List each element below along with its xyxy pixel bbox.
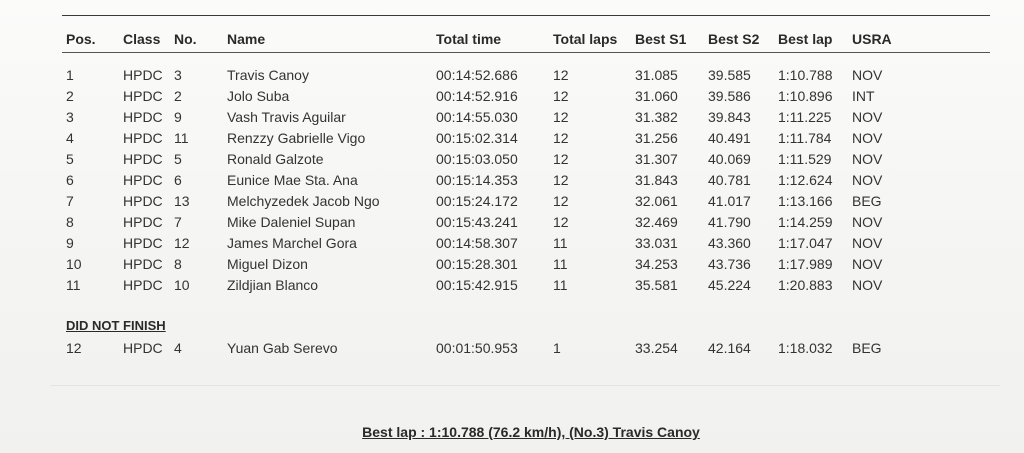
cell-pos: 2	[66, 88, 74, 104]
top-rule	[62, 15, 990, 16]
cell-best-lap: 1:11.784	[778, 130, 832, 146]
cell-class: HPDC	[123, 235, 163, 251]
cell-no: 9	[174, 109, 182, 125]
cell-total-time: 00:14:52.916	[436, 88, 518, 104]
cell-usra: NOV	[852, 130, 883, 146]
cell-name: Travis Canoy	[227, 67, 309, 83]
cell-name: Ronald Galzote	[227, 151, 324, 167]
cell-best-s2: 42.164	[708, 340, 751, 356]
cell-best-s2: 40.781	[708, 172, 751, 188]
cell-class: HPDC	[123, 193, 163, 209]
cell-pos: 12	[66, 340, 82, 356]
cell-best-s2: 41.017	[708, 193, 751, 209]
header-best-s2: Best S2	[708, 31, 760, 47]
cell-best-s2: 43.736	[708, 256, 751, 272]
table-row	[0, 235, 1024, 256]
cell-no: 11	[174, 130, 189, 146]
cell-usra: NOV	[852, 67, 883, 83]
cell-best-lap: 1:11.225	[778, 109, 832, 125]
cell-usra: NOV	[852, 109, 883, 125]
cell-no: 10	[174, 277, 190, 293]
cell-usra: BEG	[852, 193, 882, 209]
cell-total-laps: 12	[553, 130, 569, 146]
header-class: Class	[123, 31, 161, 47]
cell-best-s1: 31.307	[635, 151, 678, 167]
cell-total-laps: 11	[553, 277, 568, 293]
header-no: No.	[174, 31, 197, 47]
table-header	[0, 31, 1024, 51]
table-row	[0, 214, 1024, 235]
dnf-section-title: DID NOT FINISH	[66, 318, 166, 333]
cell-class: HPDC	[123, 277, 163, 293]
cell-usra: INT	[852, 88, 875, 104]
cell-usra: NOV	[852, 256, 883, 272]
cell-pos: 6	[66, 172, 74, 188]
cell-best-s2: 45.224	[708, 277, 751, 293]
cell-name: Miguel Dizon	[227, 256, 308, 272]
cell-best-s1: 34.253	[635, 256, 678, 272]
cell-total-laps: 12	[553, 88, 569, 104]
cell-total-time: 00:14:58.307	[436, 235, 518, 251]
header-best-lap: Best lap	[778, 31, 833, 47]
cell-best-s2: 39.843	[708, 109, 751, 125]
table-row	[0, 109, 1024, 130]
cell-class: HPDC	[123, 214, 163, 230]
cell-best-s1: 35.581	[635, 277, 678, 293]
header-rule	[62, 52, 990, 53]
cell-best-lap: 1:13.166	[778, 193, 833, 209]
cell-class: HPDC	[123, 151, 163, 167]
table-row	[0, 277, 1024, 298]
cell-class: HPDC	[123, 67, 163, 83]
cell-best-lap: 1:17.047	[778, 235, 833, 251]
cell-total-time: 00:15:42.915	[436, 277, 518, 293]
cell-total-time: 00:15:43.241	[436, 214, 518, 230]
cell-no: 13	[174, 193, 190, 209]
cell-best-s2: 39.585	[708, 67, 751, 83]
cell-no: 12	[174, 235, 190, 251]
cell-best-lap: 1:14.259	[778, 214, 833, 230]
scan-artifact-line	[50, 385, 1000, 386]
header-name: Name	[227, 31, 266, 47]
table-row	[0, 193, 1024, 214]
cell-best-lap: 1:18.032	[778, 340, 833, 356]
cell-pos: 7	[66, 193, 74, 209]
cell-best-s1: 32.469	[635, 214, 678, 230]
cell-total-laps: 12	[553, 214, 569, 230]
cell-name: Eunice Mae Sta. Ana	[227, 172, 358, 188]
cell-name: James Marchel Gora	[227, 235, 357, 251]
cell-name: Renzzy Gabrielle Vigo	[227, 130, 366, 146]
cell-total-time: 00:15:14.353	[436, 172, 518, 188]
cell-no: 8	[174, 256, 182, 272]
cell-best-s1: 31.085	[635, 67, 678, 83]
cell-name: Vash Travis Aguilar	[227, 109, 346, 125]
cell-total-laps: 11	[553, 235, 568, 251]
cell-name: Yuan Gab Serevo	[227, 340, 338, 356]
cell-name: Jolo Suba	[227, 88, 290, 104]
cell-usra: NOV	[852, 214, 883, 230]
cell-total-time: 00:14:52.686	[436, 67, 518, 83]
table-row	[0, 151, 1024, 172]
cell-best-lap: 1:12.624	[778, 172, 833, 188]
cell-usra: NOV	[852, 151, 883, 167]
cell-pos: 11	[66, 277, 81, 293]
cell-best-lap: 1:11.529	[778, 151, 832, 167]
cell-total-laps: 1	[553, 340, 561, 356]
cell-best-s2: 43.360	[708, 235, 751, 251]
cell-total-laps: 12	[553, 109, 569, 125]
cell-total-laps: 12	[553, 151, 569, 167]
cell-total-laps: 11	[553, 256, 568, 272]
table-row	[0, 340, 1024, 361]
cell-best-s1: 31.843	[635, 172, 678, 188]
cell-total-time: 00:15:02.314	[436, 130, 518, 146]
cell-total-time: 00:15:03.050	[436, 151, 518, 167]
cell-pos: 10	[66, 256, 82, 272]
cell-best-s2: 40.069	[708, 151, 751, 167]
cell-class: HPDC	[123, 340, 163, 356]
best-lap-footer: Best lap : 1:10.788 (76.2 km/h), (No.3) Travis Canoy	[362, 424, 700, 440]
cell-pos: 4	[66, 130, 74, 146]
cell-pos: 9	[66, 235, 74, 251]
cell-best-s2: 41.790	[708, 214, 751, 230]
cell-total-time: 00:15:28.301	[436, 256, 518, 272]
header-pos: Pos.	[66, 31, 96, 47]
header-best-s1: Best S1	[635, 31, 687, 47]
table-row	[0, 88, 1024, 109]
cell-usra: BEG	[852, 340, 882, 356]
cell-name: Melchyzedek Jacob Ngo	[227, 193, 380, 209]
cell-best-s2: 40.491	[708, 130, 751, 146]
cell-class: HPDC	[123, 172, 163, 188]
cell-class: HPDC	[123, 88, 163, 104]
cell-usra: NOV	[852, 277, 883, 293]
cell-class: HPDC	[123, 109, 163, 125]
cell-no: 5	[174, 151, 182, 167]
cell-best-s2: 39.586	[708, 88, 751, 104]
header-usra: USRA	[852, 31, 892, 47]
cell-best-s1: 31.060	[635, 88, 678, 104]
cell-best-lap: 1:17.989	[778, 256, 833, 272]
cell-usra: NOV	[852, 172, 883, 188]
table-row	[0, 130, 1024, 151]
cell-no: 3	[174, 67, 182, 83]
cell-name: Mike Daleniel Supan	[227, 214, 356, 230]
cell-pos: 1	[66, 67, 74, 83]
table-row	[0, 67, 1024, 88]
header-total-laps: Total laps	[553, 31, 618, 47]
cell-total-laps: 12	[553, 67, 569, 83]
results-table-body	[0, 67, 1024, 298]
cell-pos: 8	[66, 214, 74, 230]
cell-total-time: 00:14:55.030	[436, 109, 518, 125]
table-row	[0, 172, 1024, 193]
cell-pos: 5	[66, 151, 74, 167]
cell-best-lap: 1:10.896	[778, 88, 833, 104]
cell-best-s1: 33.254	[635, 340, 678, 356]
table-row	[0, 256, 1024, 277]
cell-no: 2	[174, 88, 182, 104]
cell-best-s1: 32.061	[635, 193, 678, 209]
cell-total-laps: 12	[553, 172, 569, 188]
cell-total-time: 00:15:24.172	[436, 193, 518, 209]
cell-no: 7	[174, 214, 182, 230]
cell-class: HPDC	[123, 130, 163, 146]
cell-best-lap: 1:20.883	[778, 277, 833, 293]
cell-class: HPDC	[123, 256, 163, 272]
header-total-time: Total time	[436, 31, 502, 47]
cell-best-s1: 31.382	[635, 109, 678, 125]
cell-name: Zildjian Blanco	[227, 277, 319, 293]
cell-best-s1: 33.031	[635, 235, 678, 251]
cell-usra: NOV	[852, 235, 883, 251]
cell-pos: 3	[66, 109, 74, 125]
cell-no: 6	[174, 172, 182, 188]
cell-best-s1: 31.256	[635, 130, 678, 146]
cell-total-laps: 12	[553, 193, 569, 209]
cell-no: 4	[174, 340, 182, 356]
cell-total-time: 00:01:50.953	[436, 340, 518, 356]
cell-best-lap: 1:10.788	[778, 67, 833, 83]
